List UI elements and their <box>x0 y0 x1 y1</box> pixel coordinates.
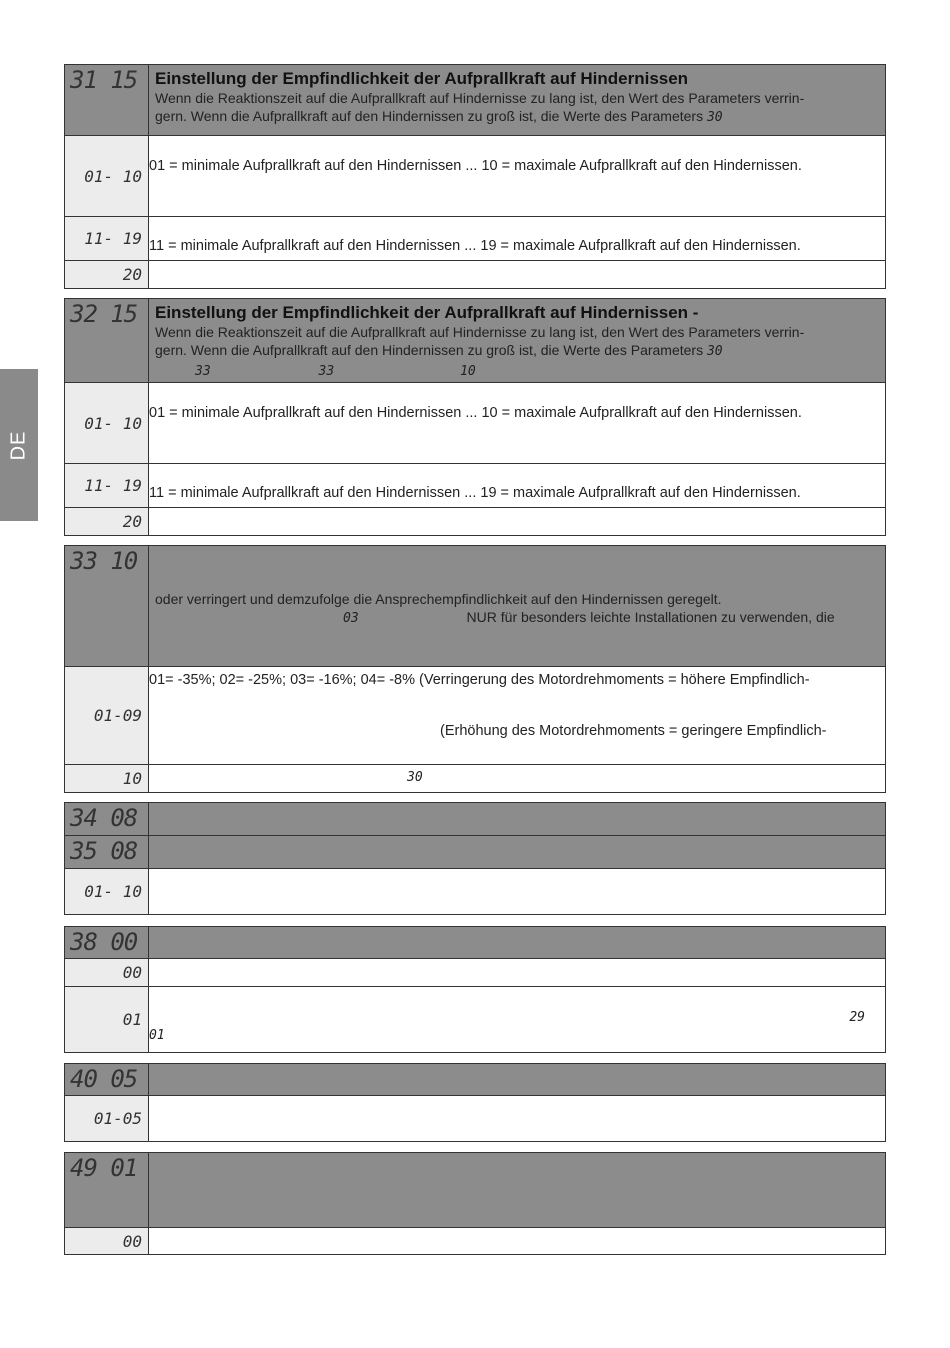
param-code-31: 31 15 <box>70 66 138 94</box>
value-code: 01 <box>122 1010 142 1029</box>
value-row <box>65 464 886 508</box>
param-desc-32-line1: Wenn die Reaktionszeit auf die Aufprallkraft auf Hindernisse zu lang ist, den Wert des Parameters verrin- <box>155 324 805 340</box>
param-header-32 <box>65 299 886 383</box>
param-header-40 <box>65 1064 886 1096</box>
param-header-35 <box>65 836 886 869</box>
param-desc-33-code: 03 <box>343 611 359 626</box>
param-header-49 <box>65 1153 886 1228</box>
value-row <box>65 987 886 1053</box>
value-code: 01- 10 <box>84 166 142 186</box>
value-text: (Erhöhung des Motordrehmoments = geringere Empfindlich- <box>440 723 827 739</box>
param-code-38: 38 00 <box>70 928 138 956</box>
param-desc-31-line1: Wenn die Reaktionszeit auf die Aufprallkraft auf Hindernisse zu lang ist, den Wert des Parameters verrin- <box>155 90 805 106</box>
value-inline-code: 29 <box>849 1010 865 1025</box>
param-title-31: Einstellung der Empfindlichkeit der Aufprallkraft auf Hindernissen <box>155 69 689 88</box>
value-text: 01 = minimale Aufprallkraft auf den Hindernissen ... 10 = maximale Aufprallkraft auf den Hindernissen. <box>149 136 886 217</box>
param-code-35: 35 08 <box>70 837 138 865</box>
param-table-32 <box>64 298 886 536</box>
value-text <box>149 261 886 289</box>
param-header-34 <box>65 803 886 836</box>
param-table-33 <box>64 545 886 793</box>
value-row <box>65 667 886 765</box>
value-row <box>65 1228 886 1255</box>
param-header-31 <box>65 65 886 136</box>
value-code: 20 <box>122 512 142 531</box>
param-code-32: 32 15 <box>70 300 138 328</box>
value-code: 00 <box>122 1231 142 1251</box>
param-desc-32-line2: gern. Wenn die Aufprallkraft auf den Hindernissen zu groß ist, die Werte des Parameters <box>155 342 704 358</box>
value-inline-code: 01 <box>149 1028 165 1043</box>
param-desc-32-code-b: 33 <box>318 364 335 379</box>
value-row <box>65 383 886 464</box>
param-desc-32-code: 30 <box>706 344 723 359</box>
param-table-31 <box>64 64 886 289</box>
param-header-33 <box>65 546 886 667</box>
value-code: 01-09 <box>93 706 142 725</box>
value-row <box>65 508 886 536</box>
param-desc-31-code: 30 <box>706 110 723 125</box>
param-code-49: 49 01 <box>70 1154 138 1182</box>
param-table-49 <box>64 1152 886 1255</box>
param-desc-33-line1: oder verringert und demzufolge die Ansprechempfindlichkeit auf den Hindernissen geregelt. <box>155 591 722 607</box>
param-title-32: Einstellung der Empfindlichkeit der Aufprallkraft auf Hindernissen - <box>155 303 699 322</box>
param-code-40: 40 05 <box>70 1065 138 1093</box>
value-code: 01-05 <box>93 1109 142 1128</box>
value-code: 11- 19 <box>84 229 142 248</box>
value-row <box>65 959 886 987</box>
value-row <box>65 217 886 261</box>
param-code-33: 33 10 <box>70 547 138 575</box>
param-desc-31-line2: gern. Wenn die Aufprallkraft auf den Hindernissen zu groß ist, die Werte des Parameters <box>155 108 704 124</box>
value-row <box>65 261 886 289</box>
value-row <box>65 136 886 217</box>
language-tab-label: DE <box>7 430 30 460</box>
value-row <box>65 765 886 793</box>
param-table-38 <box>64 926 886 1053</box>
value-row <box>65 1096 886 1142</box>
value-inline-code: 30 <box>407 770 423 785</box>
param-desc-32-code-c: 10 <box>460 364 476 379</box>
value-text: 01 = minimale Aufprallkraft auf den Hindernissen ... 10 = maximale Aufprallkraft auf den Hindernissen. <box>149 383 886 464</box>
language-tab <box>0 369 38 521</box>
value-code: 00 <box>122 963 142 982</box>
param-table-34-35 <box>64 802 886 915</box>
value-code: 10 <box>122 769 142 788</box>
value-text: 11 = minimale Aufprallkraft auf den Hindernissen ... 19 = maximale Aufprallkraft auf den Hindernissen. <box>149 217 886 261</box>
value-code: 20 <box>122 265 142 284</box>
value-code: 11- 19 <box>84 476 142 495</box>
value-text: 01= -35%; 02= -25%; 03= -16%; 04= -8% (Verringerung des Motordrehmoments = höhere Empfindlich- <box>149 672 810 688</box>
param-table-40 <box>64 1063 886 1142</box>
value-row <box>65 869 886 915</box>
param-header-38 <box>65 927 886 959</box>
param-desc-32-code-a: 33 <box>195 364 211 379</box>
value-code: 01- 10 <box>84 413 142 433</box>
param-code-34: 34 08 <box>70 804 138 832</box>
value-text <box>149 508 886 536</box>
value-code: 01- 10 <box>84 882 142 901</box>
param-desc-33-line2: NUR für besonders leichte Installationen zu verwenden, die <box>466 609 835 625</box>
value-text: 11 = minimale Aufprallkraft auf den Hindernissen ... 19 = maximale Aufprallkraft auf den Hindernissen. <box>149 464 886 508</box>
